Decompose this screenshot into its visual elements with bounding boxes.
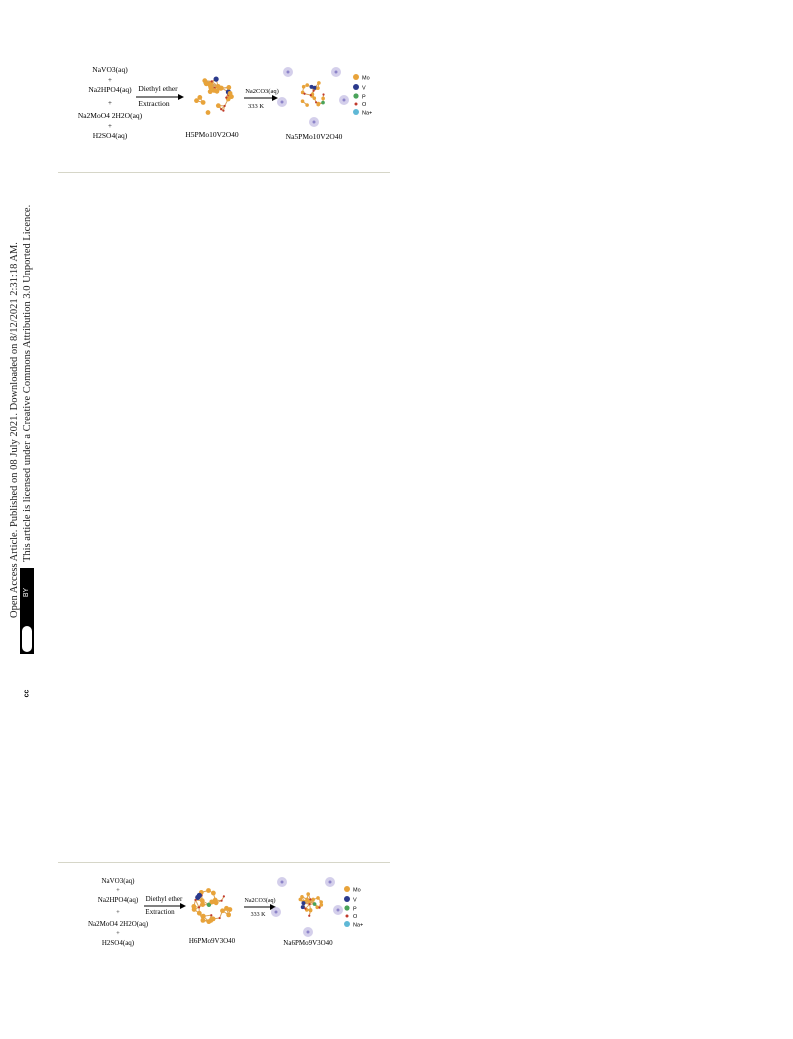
- plus-sign: +: [116, 909, 120, 916]
- mo-atom-icon: [344, 886, 350, 892]
- mo-atom: [309, 908, 313, 912]
- atom-legend: [344, 886, 363, 929]
- mo-atom: [220, 908, 225, 913]
- mo-atom: [316, 896, 320, 900]
- step2-label-bottom: 333 K: [247, 103, 265, 110]
- mo-atom: [302, 85, 306, 89]
- mo-atom: [316, 86, 320, 90]
- mo-atom-icon: [353, 74, 359, 80]
- reagent-navo3: NaVO3(aq): [101, 877, 135, 885]
- reagent-h2so4: H2SO4(aq): [101, 939, 135, 947]
- reagent-h2so4: H2SO4(aq): [92, 131, 128, 140]
- intermediate-formula: H6PMo9V3O40: [188, 937, 236, 945]
- v-atom-icon: [353, 84, 359, 90]
- plus-sign: +: [116, 930, 120, 937]
- o-atom: [220, 108, 222, 110]
- mo-atom: [208, 918, 213, 923]
- mo-atom: [216, 103, 221, 108]
- o-atom: [303, 93, 305, 95]
- v-atom: [197, 893, 202, 898]
- na-ion-core: [287, 71, 290, 74]
- reagent-na2hpo4: Na2HPO4(aq): [88, 85, 132, 94]
- na-ion-core: [335, 71, 338, 74]
- mo-atom: [305, 83, 309, 87]
- mo-atom: [209, 899, 214, 904]
- reagent-navo3: NaVO3(aq): [92, 65, 128, 74]
- legend-o: O: [353, 914, 358, 920]
- na-ion-core: [329, 881, 332, 884]
- o-atom: [309, 898, 311, 900]
- mo-atom: [201, 918, 206, 923]
- arrow-head-icon: [178, 94, 184, 100]
- na-ion-core: [281, 101, 284, 104]
- mo-atom: [306, 892, 310, 896]
- atom-legend: [353, 74, 372, 117]
- mo-atom: [208, 89, 213, 94]
- o-atom: [310, 94, 312, 96]
- scheme-top-svg: [60, 62, 390, 152]
- plus-sign: +: [108, 76, 112, 84]
- cc-label: cc: [23, 689, 31, 698]
- na-ion-core: [337, 909, 340, 912]
- o-atom: [220, 900, 222, 902]
- product-formula: Na6PMo9V3O40: [283, 939, 333, 947]
- reagent-na2moo4: Na2MoO4 2H2O(aq): [77, 111, 143, 120]
- plus-sign: +: [108, 99, 112, 107]
- cc-by-license-badge[interactable]: [20, 568, 34, 698]
- v-atom: [301, 901, 305, 905]
- o-atom: [219, 917, 221, 919]
- mo-atom: [211, 891, 216, 896]
- mo-atom: [224, 906, 229, 911]
- mo-atom: [226, 85, 231, 90]
- step1-label-top: Diethyl ether: [138, 84, 178, 93]
- o-atom: [318, 907, 320, 909]
- step2-label-top: Na2CO3(aq): [245, 88, 279, 95]
- o-atom: [308, 915, 310, 917]
- mo-atom: [201, 914, 206, 919]
- mo-atom: [229, 94, 234, 99]
- step2-label-top: Na2CO3(aq): [244, 898, 276, 904]
- mo-atom: [321, 97, 325, 101]
- mo-atom: [197, 911, 202, 916]
- na-ion-core: [275, 911, 278, 914]
- section-divider: [58, 172, 390, 173]
- o-atom: [222, 110, 224, 112]
- license-sidebar: [0, 0, 50, 1039]
- mo-atom: [319, 900, 323, 904]
- legend-o: O: [362, 102, 367, 108]
- mo-atom: [315, 905, 319, 909]
- legend-v: V: [353, 897, 357, 904]
- mo-atom: [305, 898, 309, 902]
- mo-atom: [226, 912, 231, 917]
- o-atom: [223, 895, 225, 897]
- o-atom: [194, 899, 196, 901]
- mo-atom: [206, 888, 211, 893]
- step2-label-bottom: 333 K: [250, 912, 266, 918]
- by-label: BY: [23, 587, 31, 598]
- na-ion-core: [307, 931, 310, 934]
- v-atom-icon: [344, 896, 350, 902]
- license-notice[interactable]: This article is licensed under a Creative Commons Attribution 3.0 Unported Licence.: [22, 204, 33, 562]
- step1-label-top: Diethyl ether: [145, 895, 183, 903]
- o-atom: [210, 914, 212, 916]
- legend-v: V: [362, 85, 366, 92]
- v-atom: [310, 85, 314, 89]
- arrow-head-icon: [180, 903, 186, 909]
- mo-atom: [194, 98, 199, 103]
- polyoxometalate-cluster-intermediate: [194, 77, 234, 115]
- o-atom: [313, 90, 315, 92]
- na-atom-icon: [353, 109, 359, 115]
- p-atom: [321, 101, 325, 105]
- mo-atom: [206, 110, 211, 115]
- o-atom: [304, 908, 306, 910]
- mo-atom: [208, 85, 213, 90]
- intermediate-formula: H5PMo10V2O40: [185, 130, 239, 139]
- mo-atom: [301, 99, 305, 103]
- polyoxometalate-cluster-product: [277, 67, 349, 127]
- section-divider: [58, 862, 390, 863]
- legend-mo: Mo: [362, 75, 370, 82]
- o-atom: [224, 105, 226, 107]
- v-atom: [301, 905, 305, 909]
- o-atom-icon: [355, 103, 358, 106]
- reagent-na2hpo4: Na2HPO4(aq): [97, 896, 139, 904]
- legend-p: P: [362, 94, 366, 101]
- scheme-bottom-svg: [60, 874, 390, 964]
- mo-atom: [219, 86, 224, 91]
- plus-sign: +: [116, 887, 120, 894]
- p-atom: [313, 902, 317, 906]
- scheme-top: [60, 62, 390, 152]
- na-atom-icon: [344, 921, 350, 927]
- mo-atom: [300, 895, 304, 899]
- mo-atom: [317, 103, 321, 107]
- scheme-bottom: [60, 874, 390, 964]
- mo-atom: [317, 81, 321, 85]
- product-formula: Na5PMo10V2O40: [285, 132, 343, 141]
- polyoxometalate-cluster-intermediate: [191, 888, 232, 924]
- legend-na: Na+: [353, 922, 364, 929]
- mo-atom: [201, 100, 206, 105]
- step1-label-bottom: Extraction: [145, 908, 175, 916]
- na-ion-core: [281, 881, 284, 884]
- na-ion-core: [343, 99, 346, 102]
- legend-mo: Mo: [353, 887, 361, 894]
- p-atom-icon: [344, 905, 349, 910]
- mo-atom: [192, 907, 197, 912]
- p-atom-icon: [353, 93, 358, 98]
- reagent-na2moo4: Na2MoO4 2H2O(aq): [87, 920, 149, 928]
- o-atom: [211, 80, 213, 82]
- open-access-notice: Open Access Article. Published on 08 July 2021. Downloaded on 8/12/2021 2:31:18 AM.: [9, 242, 20, 618]
- step1-label-bottom: Extraction: [138, 99, 170, 108]
- polyoxometalate-cluster-product: [271, 877, 343, 937]
- mo-atom: [311, 898, 315, 902]
- legend-p: P: [353, 906, 357, 913]
- mo-atom: [305, 103, 309, 107]
- o-atom: [225, 97, 227, 99]
- mo-atom: [200, 898, 205, 903]
- v-atom: [214, 77, 219, 82]
- o-atom: [309, 903, 311, 905]
- legend-na: Na+: [362, 110, 373, 117]
- o-atom: [198, 906, 200, 908]
- na-ion-core: [313, 121, 316, 124]
- o-atom-icon: [346, 915, 349, 918]
- cc-logo-icon: [21, 625, 33, 698]
- arrow-head-icon: [272, 95, 278, 101]
- o-atom: [322, 93, 324, 95]
- plus-sign: +: [108, 122, 112, 130]
